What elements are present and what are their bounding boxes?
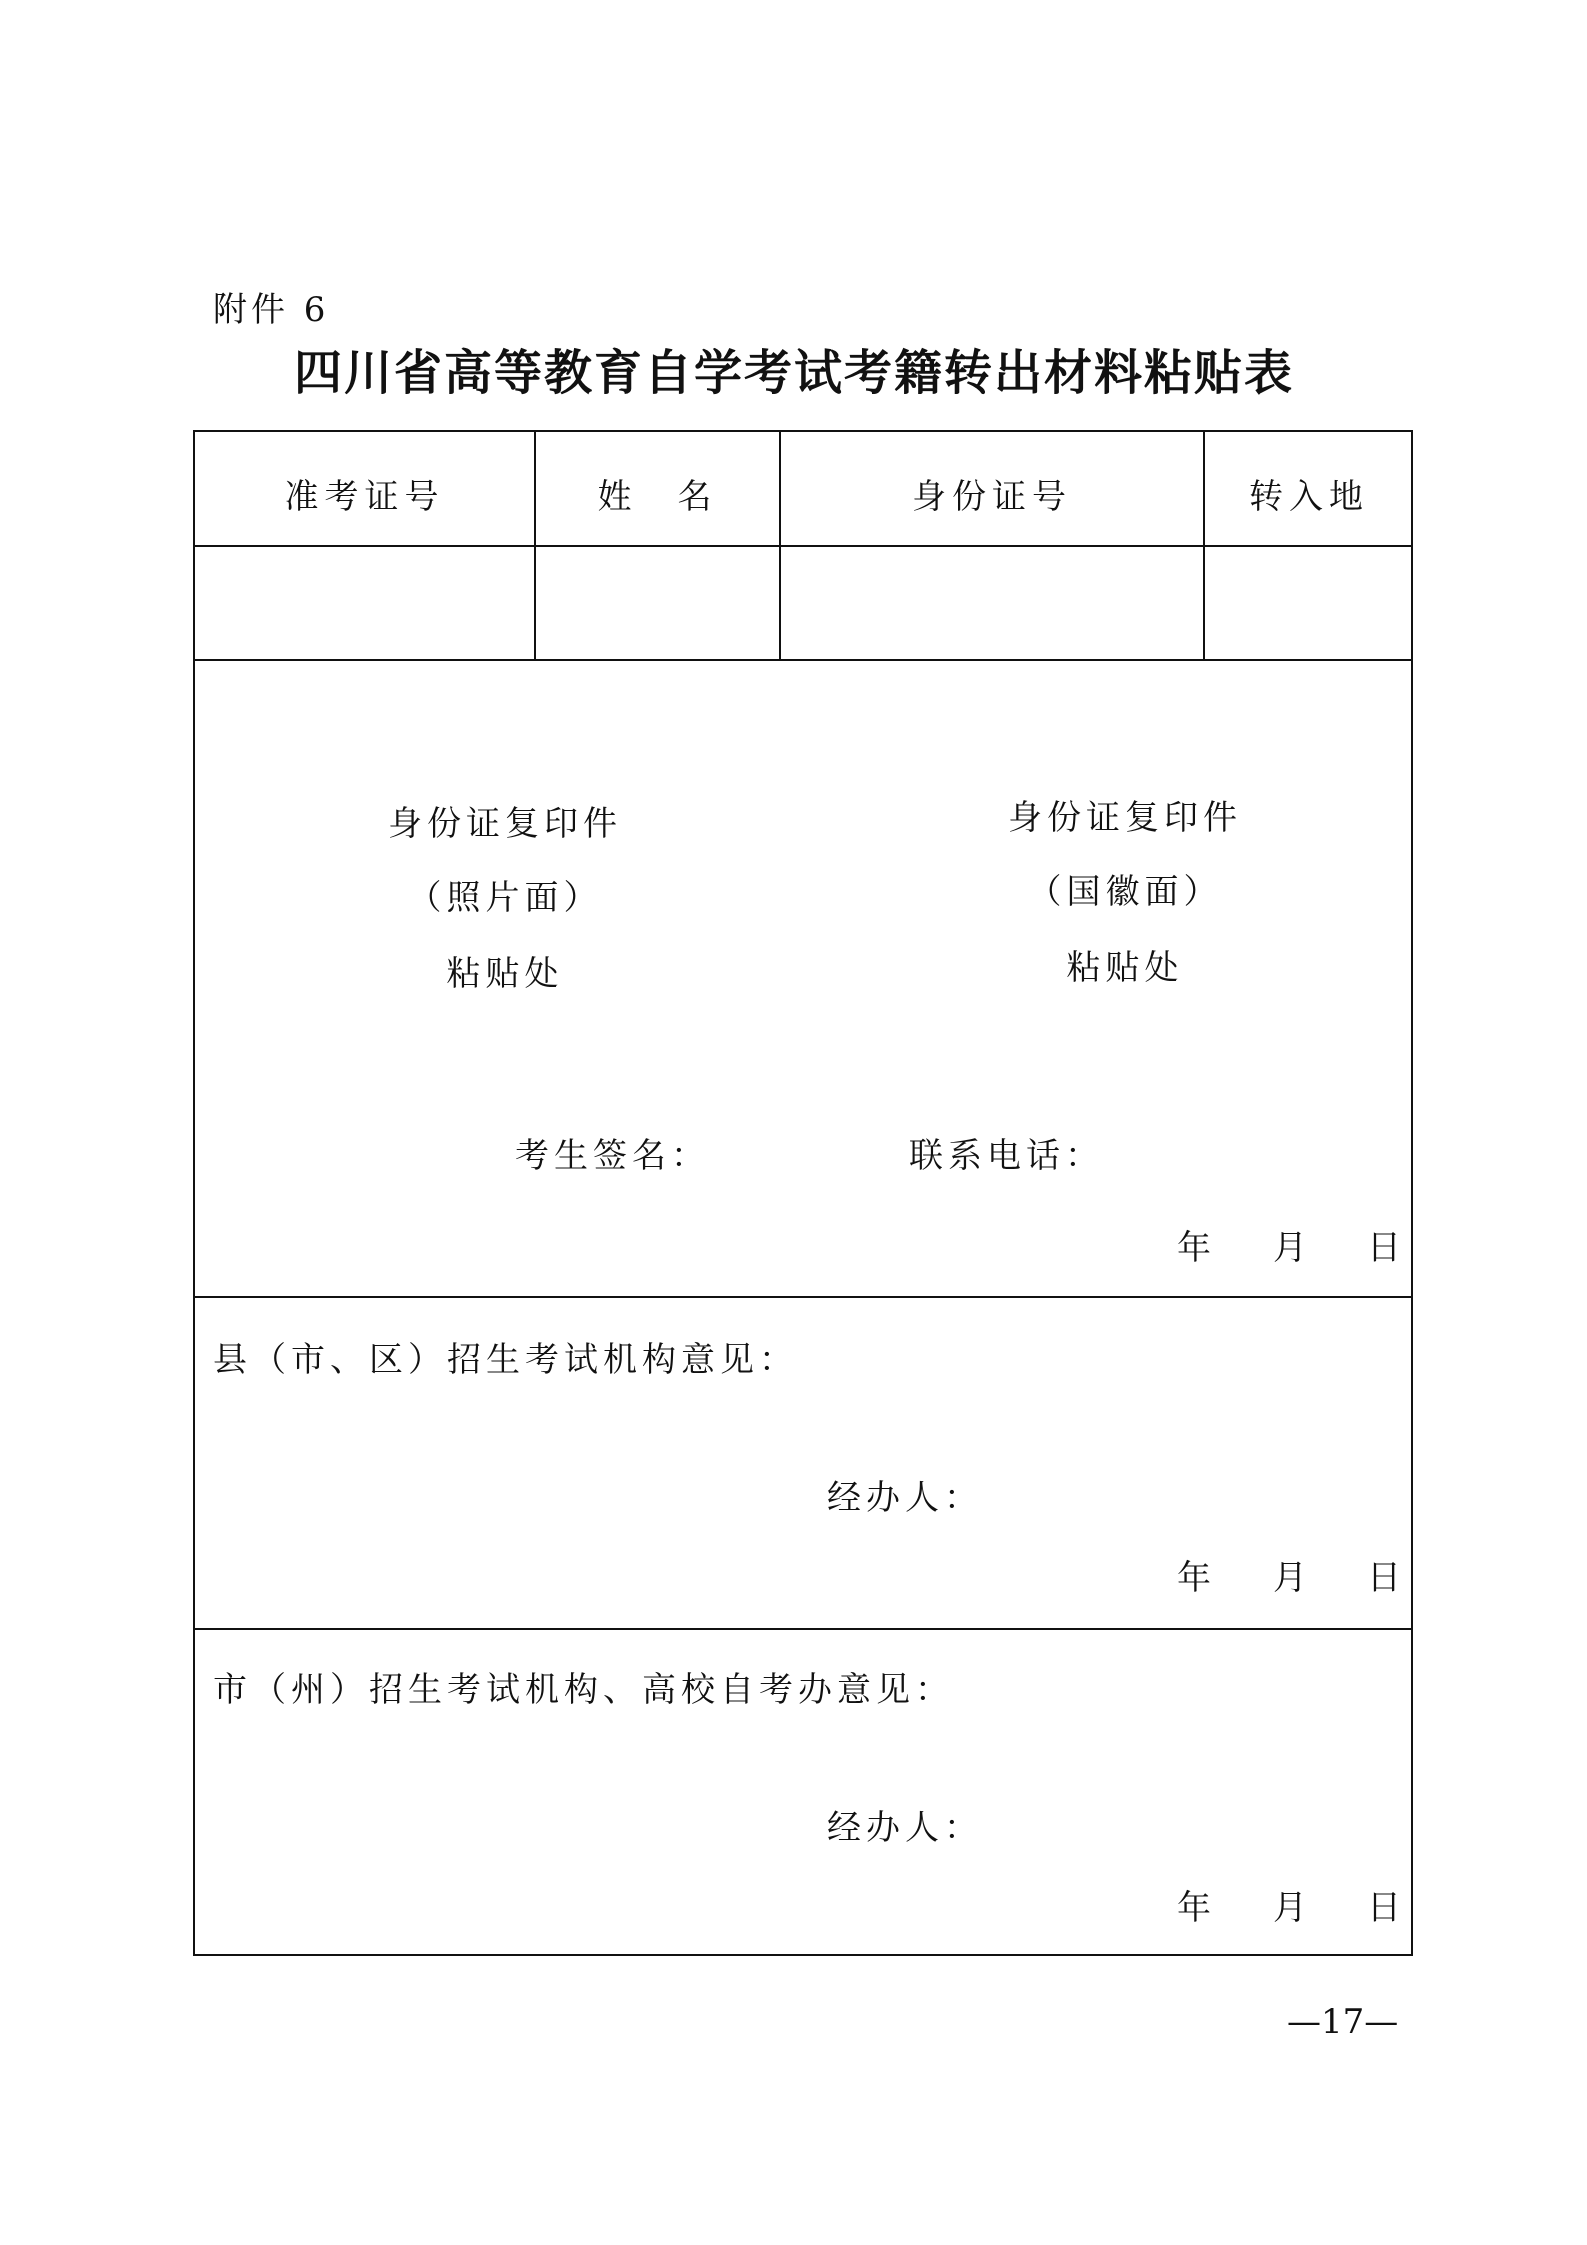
date-day: 日 [1367, 1888, 1401, 1928]
date-year: 年 [1177, 1228, 1211, 1268]
id-front-line2: （照片面） [407, 878, 603, 918]
material-form-table [193, 430, 1413, 1956]
date-year: 年 [1177, 1888, 1211, 1928]
id-back-line3: 粘贴处 [1066, 948, 1184, 988]
header-exam-ticket-no: 准考证号 [284, 477, 445, 517]
row-divider [195, 1628, 1411, 1630]
date-day: 日 [1367, 1558, 1401, 1598]
handler-label: 经办人： [827, 1478, 983, 1518]
header-id-number: 身份证号 [912, 477, 1072, 517]
attachment-label: 附件 6 [213, 290, 330, 330]
name-field[interactable] [536, 547, 779, 659]
city-opinion-label: 市（州）招生考试机构、高校自考办意见： [213, 1670, 954, 1710]
handler-label: 经办人： [827, 1808, 983, 1848]
date-day: 日 [1367, 1228, 1401, 1268]
id-front-line1: 身份证复印件 [388, 804, 622, 844]
date-month: 月 [1273, 1888, 1307, 1928]
transfer-destination-field[interactable] [1205, 547, 1413, 659]
header-transfer-destination: 转入地 [1249, 477, 1369, 517]
date-year: 年 [1177, 1558, 1211, 1598]
row-divider [195, 659, 1411, 661]
date-month: 月 [1273, 1228, 1307, 1268]
id-number-field[interactable] [781, 547, 1203, 659]
date-month: 月 [1273, 1558, 1307, 1598]
form-title: 四川省高等教育自学考试考籍转出材料粘贴表 [293, 345, 1294, 401]
page-number: —17— [1287, 2002, 1399, 2042]
row-divider [195, 1296, 1411, 1298]
county-opinion-label: 县（市、区）招生考试机构意见： [213, 1340, 798, 1380]
header-name: 姓 名 [597, 477, 718, 517]
candidate-signature-label: 考生签名： [515, 1136, 710, 1176]
exam-ticket-no-field[interactable] [195, 547, 534, 659]
id-back-line1: 身份证复印件 [1008, 798, 1242, 838]
id-front-line3: 粘贴处 [446, 954, 564, 994]
id-back-line2: （国徽面） [1027, 872, 1223, 912]
contact-phone-label: 联系电话： [909, 1136, 1104, 1176]
